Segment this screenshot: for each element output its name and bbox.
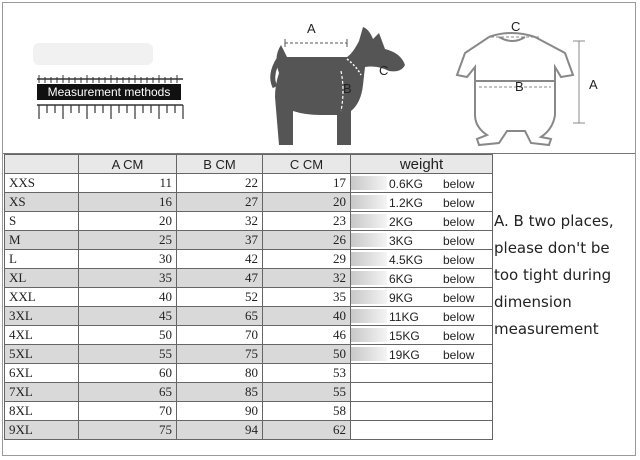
b-cm-cell: 85	[177, 383, 263, 402]
weight-fade-bar	[351, 347, 387, 361]
weight-fade-bar	[351, 195, 387, 209]
measurement-note	[494, 208, 630, 343]
table-header-row	[5, 155, 493, 174]
weight-cell	[351, 231, 493, 250]
table-row	[5, 250, 493, 269]
weight-cell	[351, 326, 493, 345]
size-cell: 3XL	[5, 307, 79, 326]
table-row	[5, 345, 493, 364]
b-cm-cell: 75	[177, 345, 263, 364]
shirt-label-a: A	[589, 77, 598, 92]
b-cm-cell: 94	[177, 421, 263, 440]
size-cell: M	[5, 231, 79, 250]
size-cell: XS	[5, 193, 79, 212]
size-cell: S	[5, 212, 79, 231]
c-cm-cell: 35	[263, 288, 351, 307]
size-chart-table	[4, 154, 493, 440]
weight-value: 4.5KG	[389, 253, 424, 267]
table-row	[5, 231, 493, 250]
weight-value: 1.2KG	[389, 196, 424, 210]
c-cm-cell: 17	[263, 174, 351, 193]
size-cell: 8XL	[5, 402, 79, 421]
weight-below-label: below	[443, 196, 475, 210]
weight-cell	[351, 288, 493, 307]
b-cm-cell: 80	[177, 364, 263, 383]
shirt-label-c: C	[511, 19, 521, 34]
table-row	[5, 364, 493, 383]
weight-cell	[351, 345, 493, 364]
weight-cell	[351, 174, 493, 193]
weight-cell	[351, 421, 493, 440]
weight-cell	[351, 364, 493, 383]
weight-cell	[351, 250, 493, 269]
weight-below-label: below	[443, 253, 475, 267]
c-cm-cell: 62	[263, 421, 351, 440]
size-cell: 4XL	[5, 326, 79, 345]
note-line: measurement	[494, 320, 599, 338]
weight-value: 2KG	[389, 215, 414, 229]
size-cell: 6XL	[5, 364, 79, 383]
weight-value: 3KG	[389, 234, 414, 248]
size-cell: L	[5, 250, 79, 269]
weight-value: 0.6KG	[389, 177, 424, 191]
weight-below-label: below	[443, 310, 475, 324]
b-cm-cell: 42	[177, 250, 263, 269]
c-cm-cell: 53	[263, 364, 351, 383]
weight-fade-bar	[351, 214, 387, 228]
a-cm-cell: 75	[79, 421, 177, 440]
measurement-methods-label: Measurement methods	[37, 84, 181, 100]
weight-below-label: below	[443, 272, 475, 286]
c-cm-column-header: C CM	[263, 155, 351, 174]
size-column-header	[5, 155, 79, 174]
a-cm-cell: 16	[79, 193, 177, 212]
b-cm-cell: 32	[177, 212, 263, 231]
b-cm-column-header: B CM	[177, 155, 263, 174]
weight-value: 11KG	[389, 310, 419, 324]
weight-below-label: below	[443, 177, 475, 191]
c-cm-cell: 26	[263, 231, 351, 250]
a-cm-cell: 25	[79, 231, 177, 250]
dog-label-a: A	[307, 21, 316, 36]
table-row	[5, 383, 493, 402]
table-row	[5, 269, 493, 288]
b-cm-cell: 47	[177, 269, 263, 288]
b-cm-cell: 22	[177, 174, 263, 193]
a-cm-cell: 50	[79, 326, 177, 345]
note-line: A. B two places,	[494, 212, 614, 230]
pet-shirt-outline-icon	[455, 19, 605, 149]
a-cm-column-header: A CM	[79, 155, 177, 174]
a-cm-cell: 55	[79, 345, 177, 364]
c-cm-cell: 50	[263, 345, 351, 364]
size-cell: XXL	[5, 288, 79, 307]
shirt-label-b: B	[515, 79, 524, 94]
a-cm-cell: 70	[79, 402, 177, 421]
table-row	[5, 288, 493, 307]
size-cell: XL	[5, 269, 79, 288]
a-cm-cell: 45	[79, 307, 177, 326]
table-row	[5, 174, 493, 193]
weight-value: 15KG	[389, 329, 420, 343]
weight-cell	[351, 193, 493, 212]
size-cell: XXS	[5, 174, 79, 193]
weight-fade-bar	[351, 290, 387, 304]
weight-cell	[351, 307, 493, 326]
weight-below-label: below	[443, 291, 475, 305]
weight-cell	[351, 402, 493, 421]
c-cm-cell: 32	[263, 269, 351, 288]
a-cm-cell: 11	[79, 174, 177, 193]
note-line: too tight during	[494, 266, 612, 284]
c-cm-cell: 20	[263, 193, 351, 212]
a-cm-cell: 20	[79, 212, 177, 231]
weight-cell	[351, 383, 493, 402]
table-row	[5, 421, 493, 440]
table-row	[5, 402, 493, 421]
a-cm-cell: 65	[79, 383, 177, 402]
a-cm-cell: 35	[79, 269, 177, 288]
b-cm-cell: 65	[177, 307, 263, 326]
weight-value: 9KG	[389, 291, 414, 305]
weight-cell	[351, 269, 493, 288]
weight-fade-bar	[351, 309, 387, 323]
weight-fade-bar	[351, 252, 387, 266]
c-cm-cell: 29	[263, 250, 351, 269]
c-cm-cell: 55	[263, 383, 351, 402]
weight-value: 6KG	[389, 272, 414, 286]
c-cm-cell: 46	[263, 326, 351, 345]
size-cell: 7XL	[5, 383, 79, 402]
table-row	[5, 193, 493, 212]
header-banner	[3, 3, 635, 154]
dog-label-c: C	[379, 63, 389, 78]
b-cm-cell: 37	[177, 231, 263, 250]
note-line: dimension	[494, 293, 572, 311]
dog-silhouette-icon	[265, 15, 415, 151]
c-cm-cell: 23	[263, 212, 351, 231]
a-cm-cell: 30	[79, 250, 177, 269]
b-cm-cell: 27	[177, 193, 263, 212]
table-row	[5, 326, 493, 345]
a-cm-cell: 60	[79, 364, 177, 383]
size-cell: 5XL	[5, 345, 79, 364]
b-cm-cell: 70	[177, 326, 263, 345]
weight-cell	[351, 212, 493, 231]
c-cm-cell: 40	[263, 307, 351, 326]
weight-column-header: weight	[351, 155, 493, 174]
weight-fade-bar	[351, 271, 387, 285]
weight-below-label: below	[443, 329, 475, 343]
weight-value: 19KG	[389, 348, 420, 362]
c-cm-cell: 58	[263, 402, 351, 421]
b-cm-cell: 90	[177, 402, 263, 421]
weight-fade-bar	[351, 328, 387, 342]
weight-fade-bar	[351, 233, 387, 247]
weight-fade-bar	[351, 176, 387, 190]
size-cell: 9XL	[5, 421, 79, 440]
b-cm-cell: 52	[177, 288, 263, 307]
blur-patch-left	[33, 43, 153, 65]
a-cm-cell: 40	[79, 288, 177, 307]
dog-label-b: B	[343, 81, 352, 96]
note-line: please don't be	[494, 239, 610, 257]
weight-below-label: below	[443, 215, 475, 229]
table-row	[5, 307, 493, 326]
weight-below-label: below	[443, 234, 475, 248]
weight-below-label: below	[443, 348, 475, 362]
table-row	[5, 212, 493, 231]
